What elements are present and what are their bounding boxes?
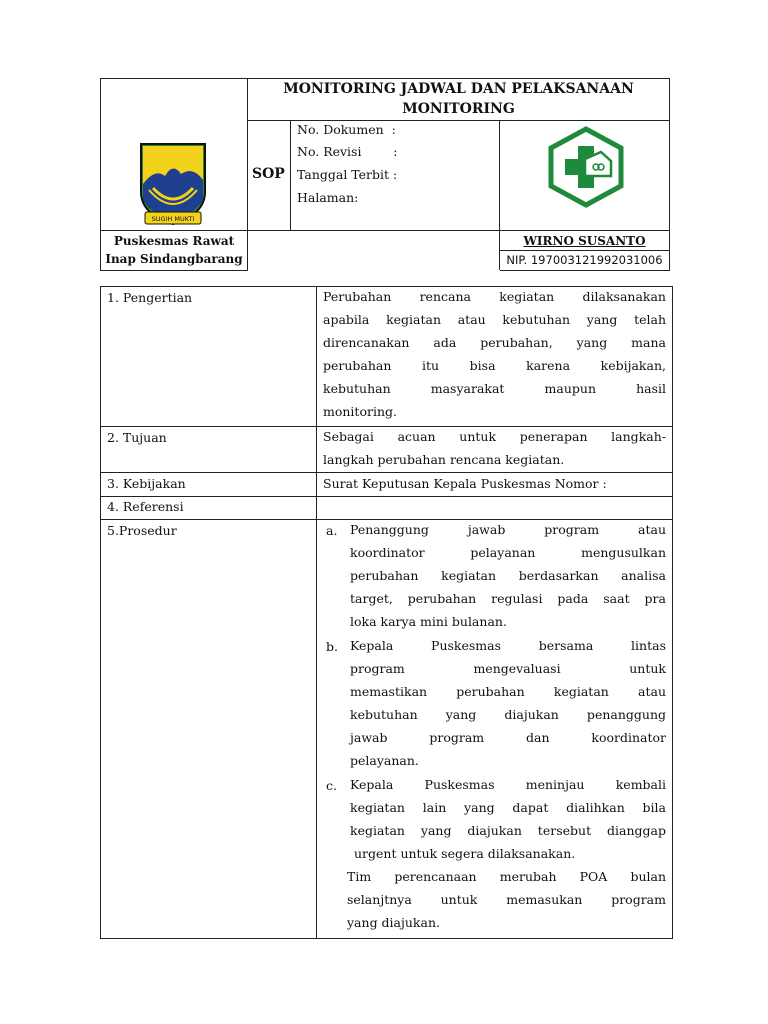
list-marker-c: c.	[326, 778, 337, 793]
revision-field: No. Revisi :	[297, 144, 398, 159]
regional-emblem-icon	[135, 140, 211, 232]
list-marker-a: a.	[326, 523, 338, 538]
signer-name: WIRNO SUSANTO	[523, 234, 646, 248]
list-marker-b: b.	[326, 639, 338, 654]
row-label-tujuan: 2. Tujuan	[107, 430, 167, 445]
prosedur-item-b: Kepala Puskesmas bersama lintas program mengevaluasi untuk memastikan perubahan kegiatan atau kebutuhan yang diajukan penanggung jawab program dan koordinator pelayanan.	[350, 638, 666, 768]
prosedur-item-c: Kepala Puskesmas meninjau kembali kegiatan lain yang dapat dialihkan bila kegiatan yang diajukan tersebut dianggap urgent untuk segera dilaksanakan.	[350, 777, 666, 861]
document-title-line2: MONITORING	[402, 101, 515, 117]
sop-label: SOP	[252, 166, 285, 182]
row-label-kebijakan: 3. Kebijakan	[107, 476, 186, 491]
prosedur-closing: Tim perencanaan merubah POA bulan selanjtnya untuk memasukan program yang diajukan.	[347, 869, 666, 930]
tujuan-text: Sebagai acuan untuk penerapan langkah- langkah perubahan rencana kegiatan.	[323, 429, 666, 467]
doc-number-field: No. Dokumen :	[297, 122, 396, 137]
row-label-pengertian: 1. Pengertian	[107, 290, 193, 305]
organization-name-line1: Puskesmas Rawat	[113, 234, 235, 248]
organization-name-line2: Inap Sindangbarang	[105, 252, 243, 266]
emblem-ribbon-text: SUGIH MUKTI	[151, 215, 195, 223]
prosedur-item-a: Penanggung jawab program atau koordinator pelayanan mengusulkan perubahan kegiatan berdasarkan analisa target, perubahan regulasi pada saat pra loka karya mini bulanan.	[350, 522, 666, 629]
row-label-prosedur: 5.Prosedur	[107, 523, 177, 538]
issue-date-field: Tanggal Terbit :	[297, 167, 398, 182]
page-field: Halaman:	[297, 190, 359, 205]
health-center-logo-icon	[545, 126, 627, 208]
signer-nip: NIP. 197003121992031006	[506, 253, 663, 267]
pengertian-text: Perubahan rencana kegiatan dilaksanakan apabila kegiatan atau kebutuhan yang telah direncanakan ada perubahan, yang mana perubahan itu bisa karena kebijakan, kebutuhan masyarakat maupun hasil monitoring.	[323, 289, 666, 419]
document-title-line1: MONITORING JADWAL DAN PELAKSANAAN	[283, 81, 634, 97]
row-label-referensi: 4. Referensi	[107, 499, 184, 514]
kebijakan-text: Surat Keputusan Kepala Puskesmas Nomor :	[323, 476, 607, 491]
